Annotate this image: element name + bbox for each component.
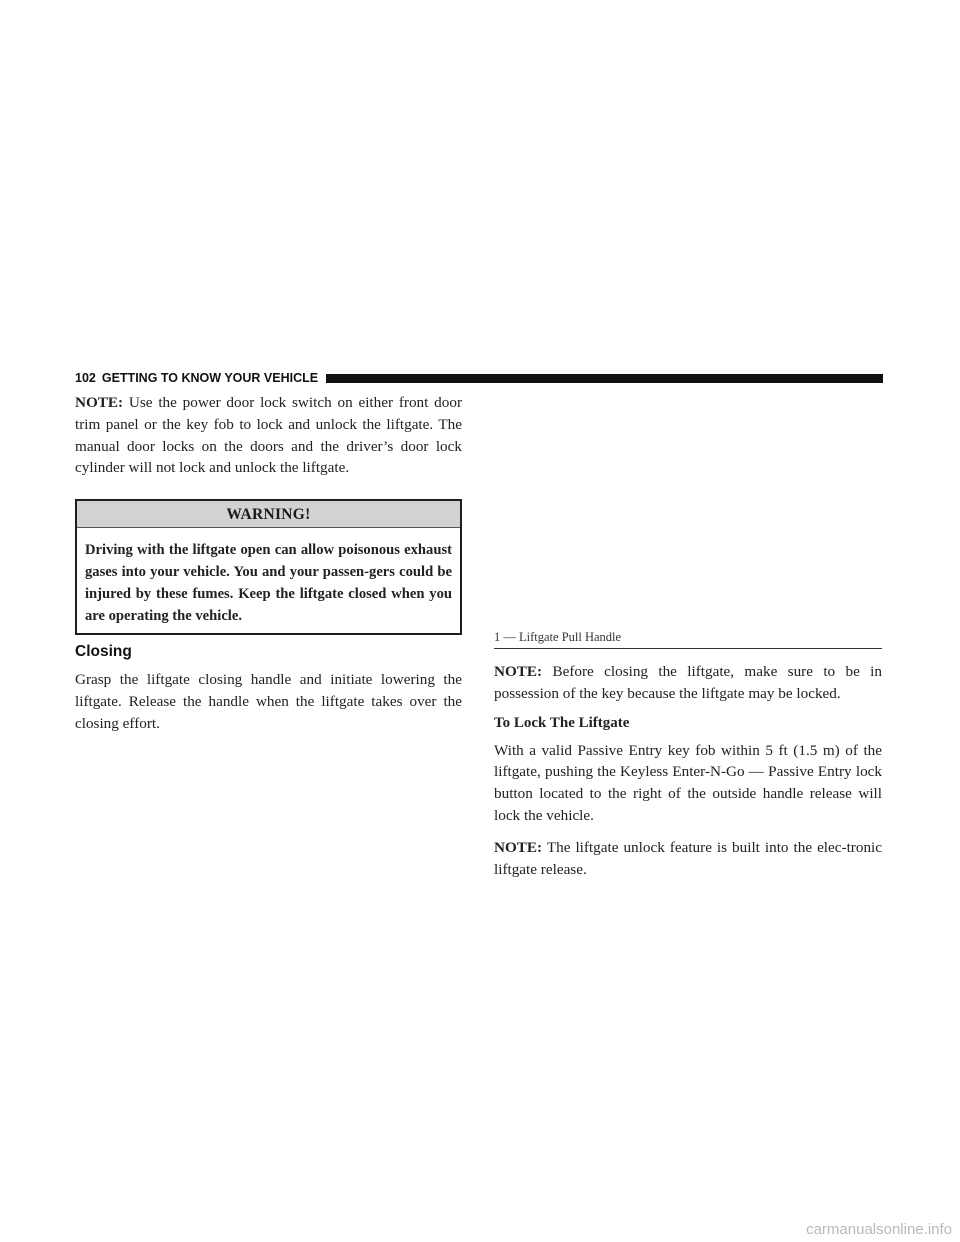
page-header [75, 371, 883, 385]
warning-title: WARNING! [77, 501, 460, 528]
section-title: GETTING TO KNOW YOUR VEHICLE [101, 371, 319, 385]
left-column [75, 392, 462, 735]
note-label: NOTE: [75, 394, 124, 411]
lock-liftgate-heading: To Lock The Liftgate [494, 714, 630, 731]
closing-heading: Closing [75, 643, 132, 661]
warning-box [75, 499, 462, 635]
header-rule [326, 374, 883, 383]
watermark: carmanualsonline.info [806, 1221, 952, 1238]
note-label: NOTE: [494, 663, 543, 680]
lock-liftgate-paragraph: With a valid Passive Entry key fob within 5 ft (1.5 m) of the liftgate, pushing the Keyless Enter-N-Go — Passive Entry lock button located to the right of the outside handle release will lock the vehicle. [494, 741, 882, 824]
right-column [494, 630, 882, 890]
warning-text: Driving with the liftgate open can allow poisonous exhaust gases into your vehicle. You and your passen-gers could be injured by these fumes. Keep the liftgate closed when you are operating the vehicle. [85, 542, 452, 624]
note-label: NOTE: [494, 838, 543, 856]
closing-paragraph: Grasp the liftgate closing handle and initiate lowering the liftgate. Release the handle when the liftgate takes over the closing effort. [75, 671, 462, 732]
note-paragraph [75, 392, 462, 479]
note-text: Use the power door lock switch on either front door trim panel or the key fob to lock and unlock the liftgate. The manual door locks on the doors and the driver’s door lock cylinder will not lock and unlock the liftgate. [75, 394, 462, 477]
note-text: The liftgate unlock feature is built into the elec-tronic liftgate release. [494, 838, 882, 878]
figure-caption: 1 — Liftgate Pull Handle [494, 630, 882, 649]
note-text: Before closing the liftgate, make sure to be in possession of the key because the liftgate may be locked. [494, 663, 882, 702]
page-number: 102 [75, 371, 96, 385]
note-paragraph-3 [494, 837, 882, 881]
note-paragraph-2 [494, 661, 882, 705]
